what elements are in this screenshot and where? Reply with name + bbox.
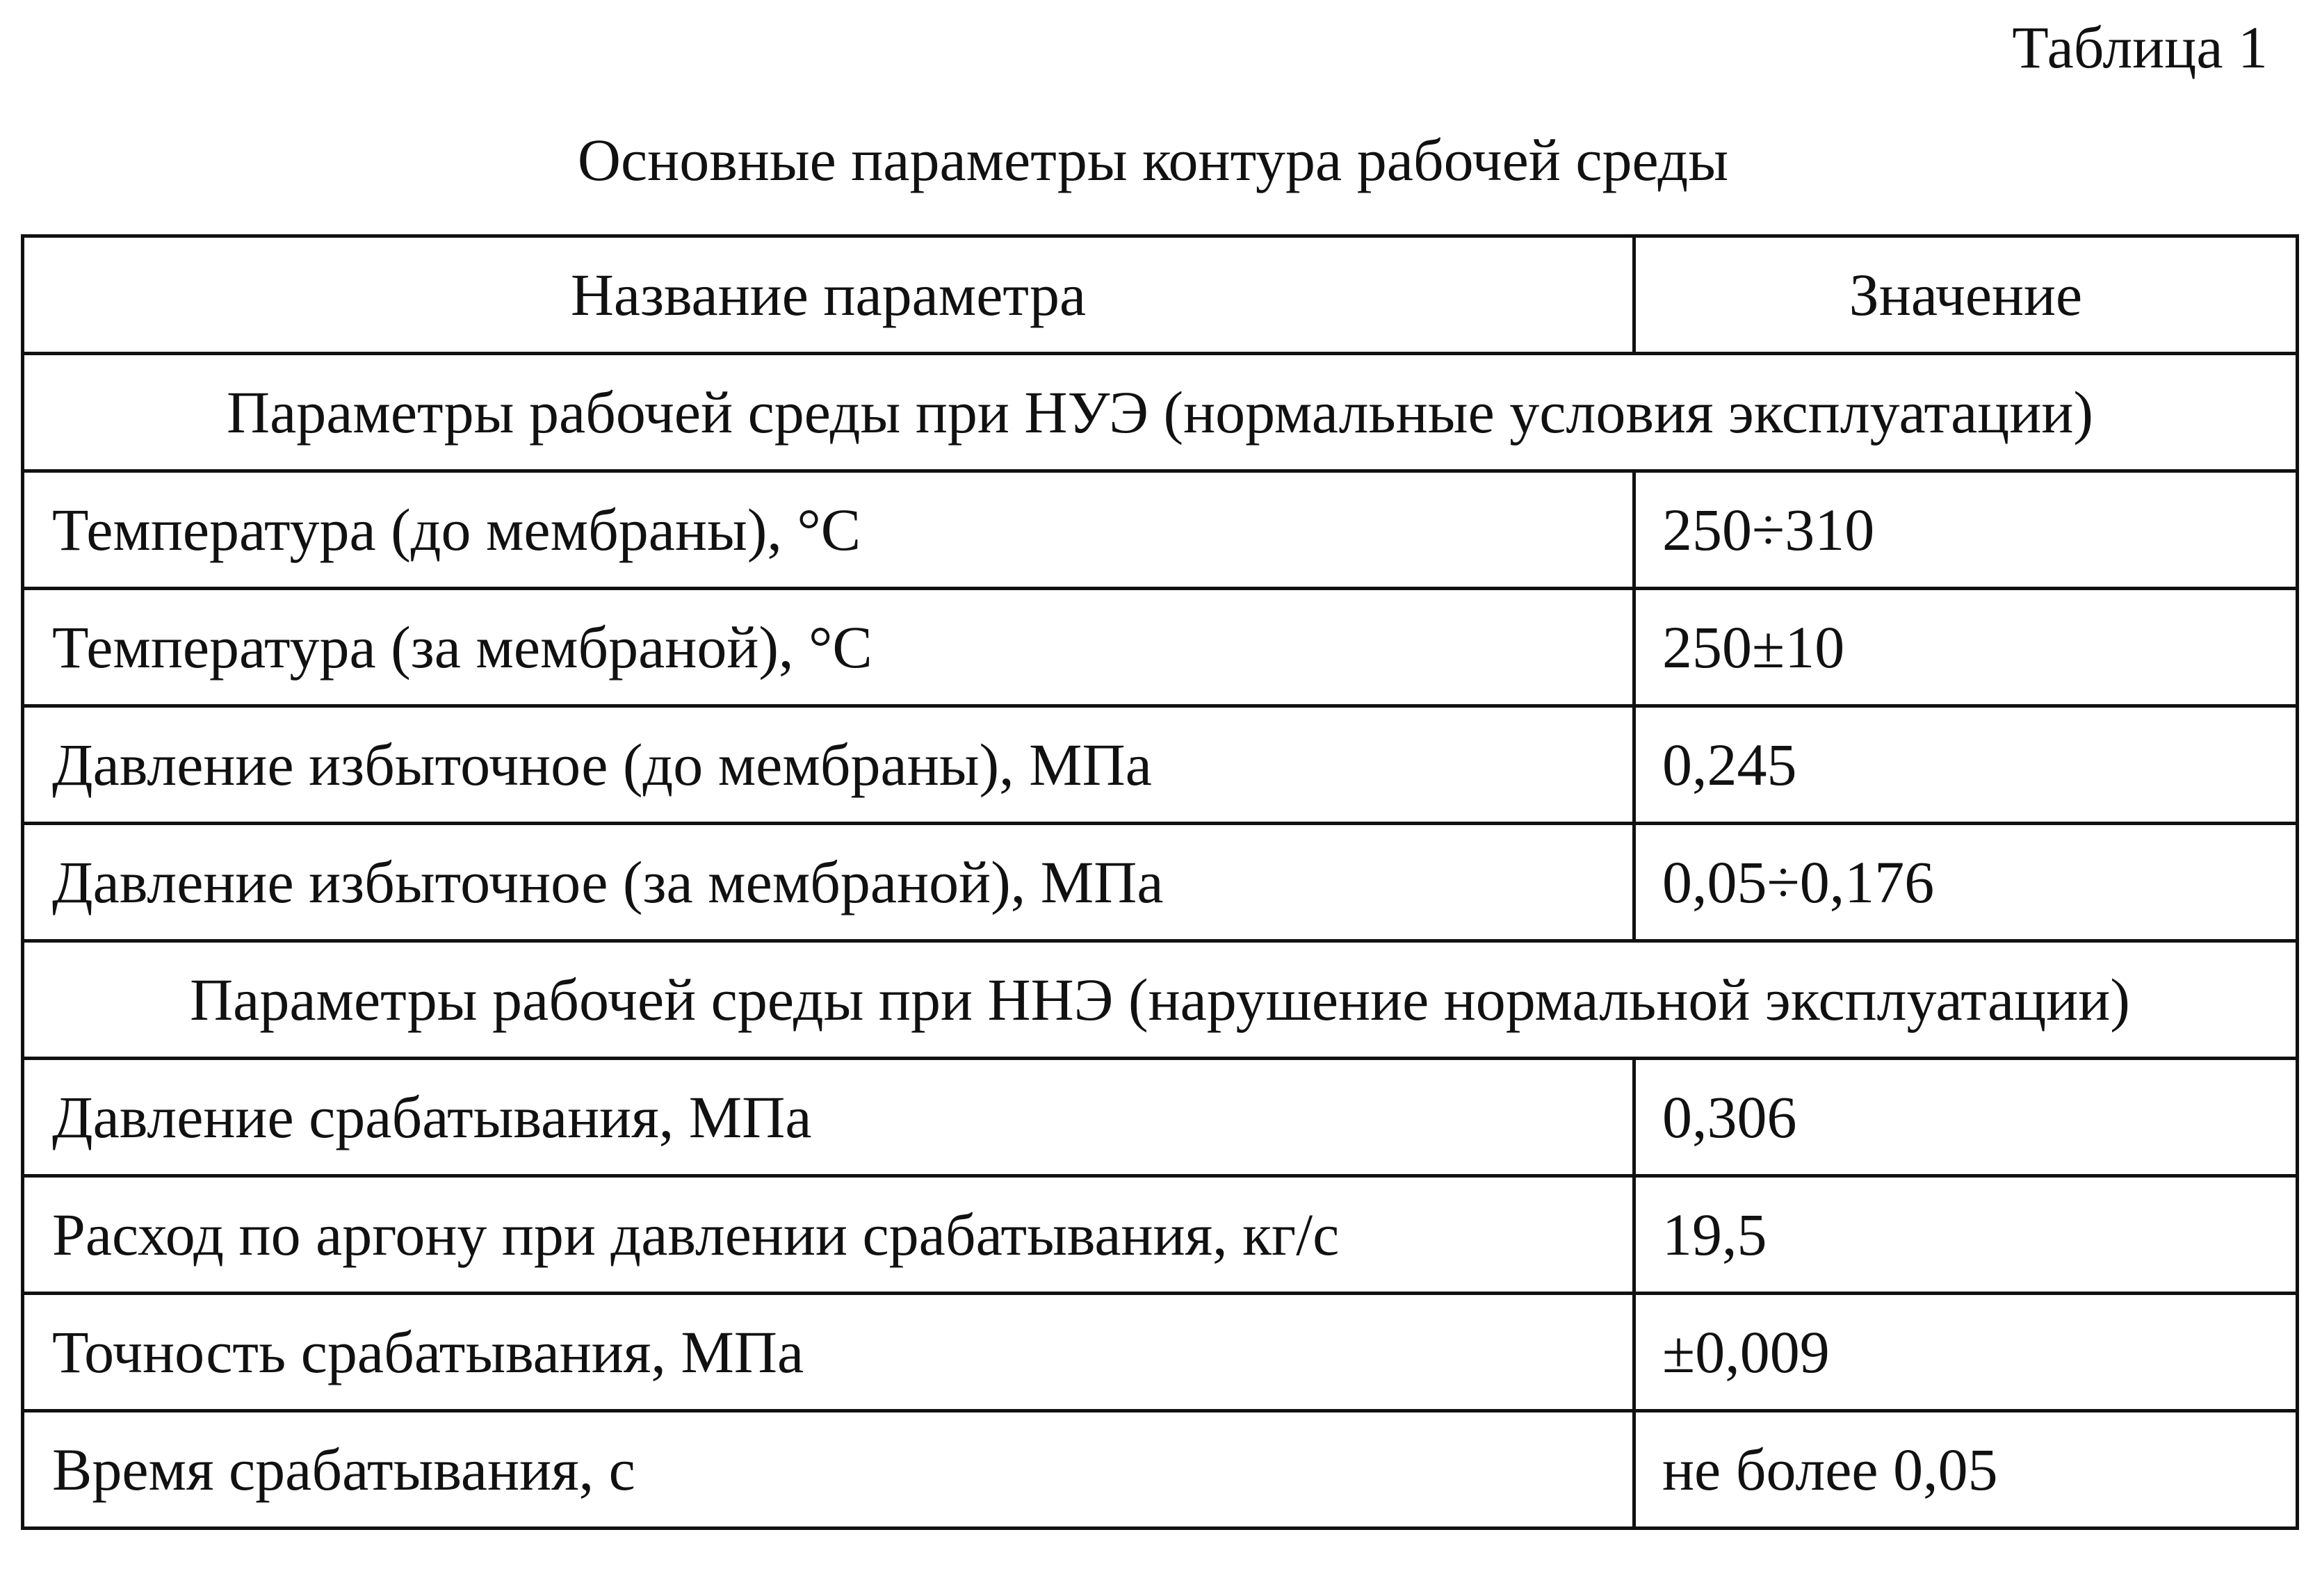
parameter-value: 19,5 <box>1634 1176 2298 1294</box>
section-row-nne <box>23 941 2298 1059</box>
table-row <box>23 706 2298 824</box>
table-row <box>23 589 2298 706</box>
parameter-value: 250±10 <box>1634 589 2298 706</box>
parameter-name: Точность срабатывания, МПа <box>23 1294 1634 1411</box>
parameter-value: 250÷310 <box>1634 471 2298 589</box>
table-number: Таблица 1 <box>2012 14 2268 81</box>
section-title-nne: Параметры рабочей среды при ННЭ (нарушение нормальной эксплуатации) <box>23 941 2298 1059</box>
table-row <box>23 471 2298 589</box>
parameter-value: ±0,009 <box>1634 1294 2298 1411</box>
parameter-value: 0,306 <box>1634 1059 2298 1176</box>
table-row <box>23 1294 2298 1411</box>
parameter-name: Время срабатывания, с <box>23 1411 1634 1529</box>
parameter-value: 0,245 <box>1634 706 2298 824</box>
parameter-name: Давление срабатывания, МПа <box>23 1059 1634 1176</box>
parameter-name: Давление избыточное (за мембраной), МПа <box>23 824 1634 941</box>
table-row <box>23 1411 2298 1529</box>
header-parameter-name: Название параметра <box>23 236 1634 354</box>
parameter-name: Температура (за мембраной), °С <box>23 589 1634 706</box>
table-row <box>23 1176 2298 1294</box>
parameter-value: не более 0,05 <box>1634 1411 2298 1529</box>
parameter-value: 0,05÷0,176 <box>1634 824 2298 941</box>
parameter-name: Давление избыточное (до мембраны), МПа <box>23 706 1634 824</box>
parameter-name: Расход по аргону при давлении срабатывания, кг/с <box>23 1176 1634 1294</box>
parameters-table <box>21 234 2299 1530</box>
table-header-row <box>23 236 2298 354</box>
table-row <box>23 1059 2298 1176</box>
table-row <box>23 824 2298 941</box>
section-title-nue: Параметры рабочей среды при НУЭ (нормальные условия эксплуатации) <box>23 354 2298 471</box>
header-value: Значение <box>1634 236 2298 354</box>
parameter-name: Температура (до мембраны), °С <box>23 471 1634 589</box>
table-title: Основные параметры контура рабочей среды <box>577 127 1729 193</box>
section-row-nue <box>23 354 2298 471</box>
